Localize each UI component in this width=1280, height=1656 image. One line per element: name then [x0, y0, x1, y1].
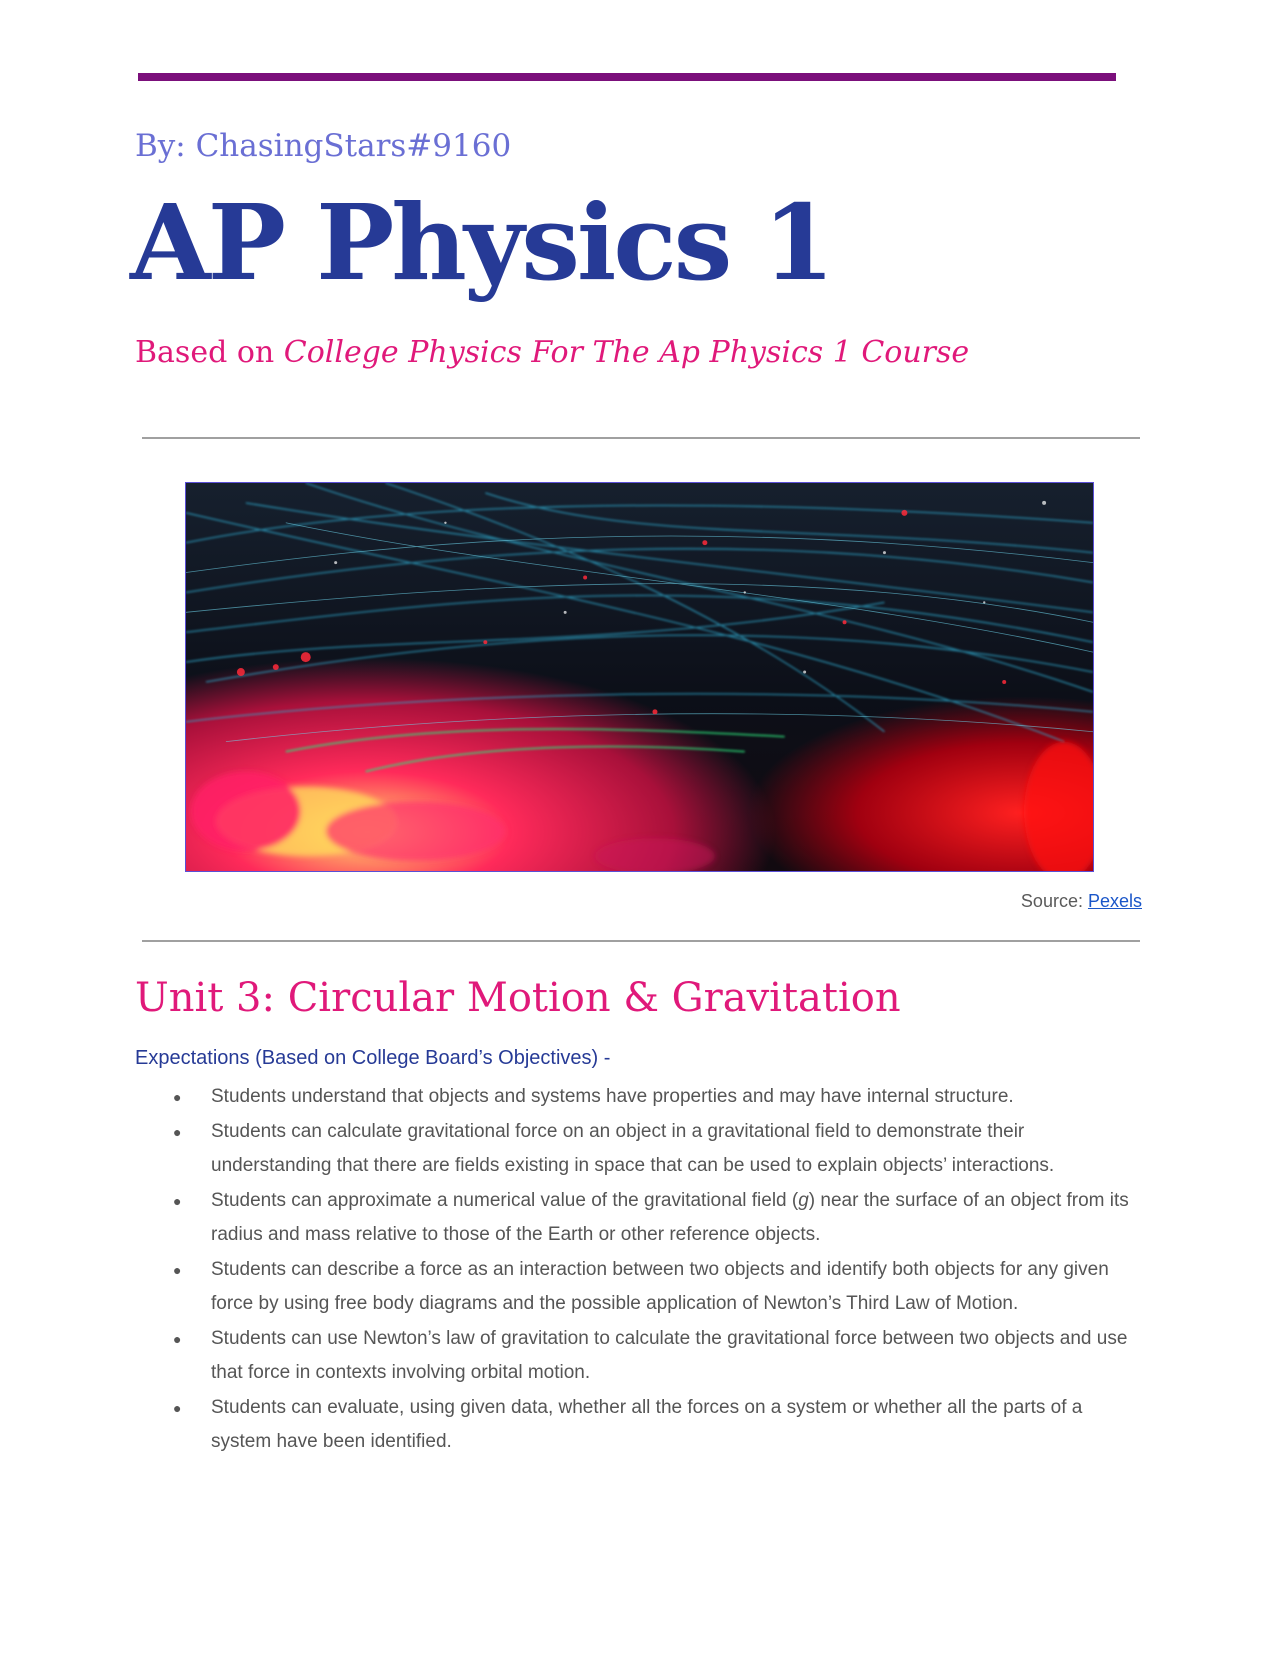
- objective-text: Students can calculate gravitational force on an object in a gravitational field to demonstrate their understanding that there are fields existing in space that can be used to explain objects’ interactions.: [211, 1120, 1055, 1176]
- bullet-icon: ●: [173, 1399, 182, 1416]
- bullet-icon: ●: [173, 1192, 182, 1209]
- section-divider: [142, 940, 1140, 942]
- list-item: [135, 1253, 1140, 1322]
- bullet-icon: ●: [173, 1330, 182, 1347]
- objective-text: Students understand that objects and systems have properties and may have internal structure.: [211, 1086, 1014, 1107]
- list-item: [135, 1391, 1140, 1460]
- objectives-list: [135, 1080, 1140, 1460]
- hero-image: [185, 482, 1094, 872]
- objective-text: Students can evaluate, using given data, whether all the forces on a system or whether all the parts of a system have been identified.: [211, 1396, 1083, 1452]
- objective-text: Students can use Newton’s law of gravitation to calculate the gravitational force between two objects and use that force in contexts involving orbital motion.: [211, 1327, 1128, 1383]
- bullet-icon: ●: [173, 1261, 182, 1278]
- list-item: [135, 1322, 1140, 1391]
- list-item: [135, 1115, 1140, 1184]
- objective-text: Students can describe a force as an interaction between two objects and identify both objects for any given force by using free body diagrams and the possible application of Newton’s Third Law of Motion.: [211, 1258, 1109, 1314]
- objective-text-before: Students can approximate a numerical value of the gravitational field (: [211, 1189, 799, 1211]
- subtitle-prefix: Based on: [135, 335, 284, 370]
- bullet-icon: ●: [173, 1123, 182, 1140]
- abstract-light-streaks-image: [186, 483, 1093, 871]
- expectations-heading: Expectations (Based on College Board’s Objectives) -: [135, 1047, 611, 1069]
- top-accent-rule: [138, 73, 1116, 81]
- image-source-caption: [1021, 891, 1142, 912]
- author-byline: By: ChasingStars#9160: [135, 128, 512, 164]
- unit-heading: Unit 3: Circular Motion & Gravitation: [135, 975, 901, 1021]
- source-label: Source:: [1020, 891, 1088, 911]
- gravitational-field-symbol: g: [798, 1189, 809, 1211]
- objective-text-after: ) near the surface of an object from its radius and mass relative to those of the Earth or other reference objects.: [211, 1189, 1129, 1245]
- document-title: AP Physics 1: [130, 181, 832, 304]
- bullet-icon: ●: [173, 1089, 182, 1105]
- document-subtitle: [135, 335, 969, 370]
- source-link[interactable]: Pexels: [1087, 891, 1142, 911]
- section-divider: [142, 437, 1140, 439]
- list-item: [135, 1184, 1140, 1253]
- subtitle-book-title: College Physics For The Ap Physics 1 Course: [283, 335, 970, 370]
- list-item: [135, 1080, 1140, 1115]
